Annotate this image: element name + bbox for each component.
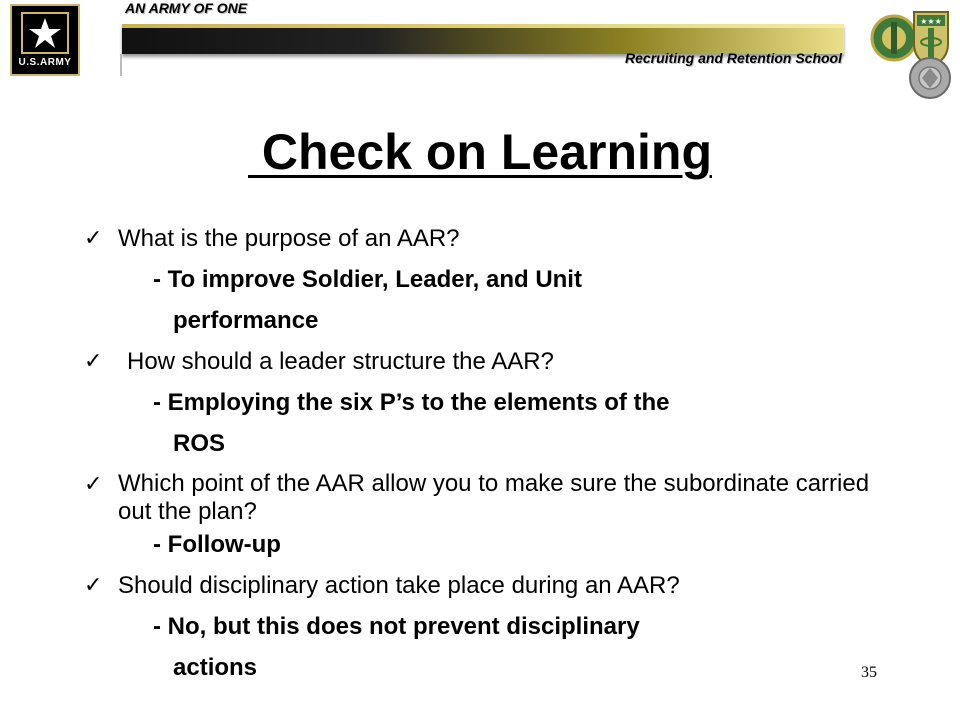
- answer-line: [0, 524, 960, 565]
- list-item: [0, 341, 960, 382]
- page-number: 35: [861, 664, 877, 681]
- question-text: Which point of the AAR allow you to make sure the subordinate carried out the plan?: [118, 470, 870, 525]
- answer-line: [0, 259, 960, 300]
- star-icon: [21, 12, 69, 54]
- answer-line: [0, 647, 960, 688]
- question-text: Should disciplinary action take place during an AAR?: [118, 572, 680, 599]
- checkmark-icon: ✓: [84, 472, 103, 497]
- question-list: [0, 218, 960, 688]
- checkmark-icon: ✓: [84, 226, 103, 251]
- answer-line: [0, 382, 960, 423]
- school-name: Recruiting and Retention School: [624, 50, 842, 66]
- svg-text:★★★: ★★★: [920, 17, 942, 26]
- list-item: [0, 464, 960, 524]
- answer-text: - No, but this does not prevent disciplinary: [153, 613, 640, 640]
- answer-line: [0, 423, 960, 464]
- answer-text: ROS: [173, 430, 226, 457]
- checkmark-icon: ✓: [84, 349, 103, 374]
- question-text: How should a leader structure the AAR?: [127, 348, 554, 375]
- answer-line: [0, 300, 960, 341]
- header-band-edge: [120, 54, 122, 76]
- answer-text: - To improve Soldier, Leader, and Unit: [153, 266, 582, 293]
- regimental-insignia-icon: [864, 4, 958, 100]
- list-item: [0, 218, 960, 259]
- answer-line: [0, 606, 960, 647]
- question-text: What is the purpose of an AAR?: [118, 225, 460, 252]
- answer-text: - Follow-up: [153, 531, 281, 558]
- answer-text: performance: [173, 307, 319, 334]
- army-logo: [10, 4, 80, 76]
- answer-text: - Employing the six P’s to the elements of the: [153, 389, 670, 416]
- header-band-highlight: [122, 24, 844, 28]
- slide-title: Check on Learning: [248, 124, 712, 180]
- answer-text: actions: [173, 654, 258, 681]
- logo-text: U.S.ARMY: [18, 57, 72, 68]
- tagline: AN ARMY OF ONE: [125, 0, 248, 16]
- list-item: [0, 565, 960, 606]
- checkmark-icon: ✓: [84, 573, 103, 598]
